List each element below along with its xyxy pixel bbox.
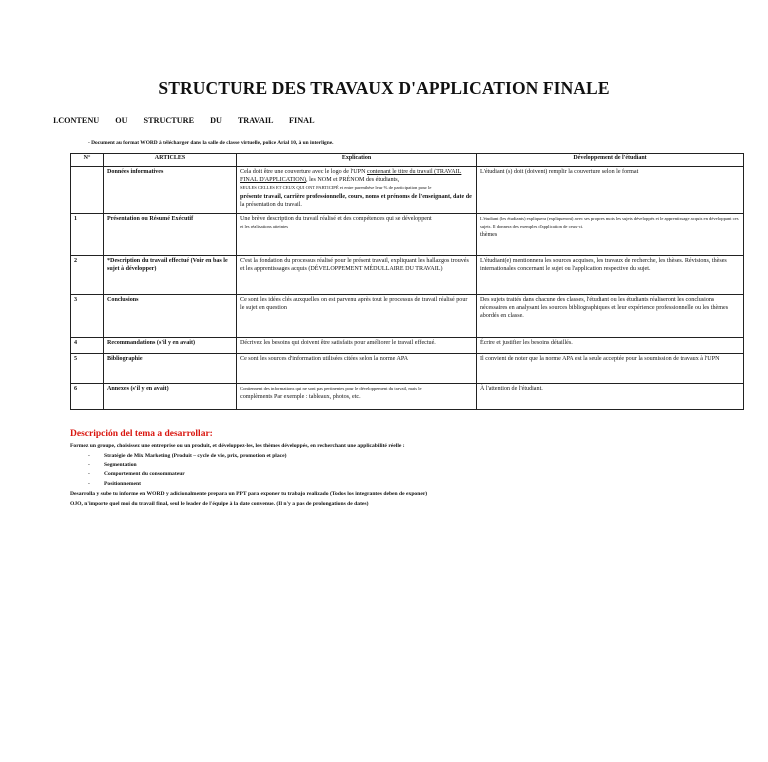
row-development: À l'attention de l'étudiant. bbox=[477, 384, 744, 410]
table-row bbox=[71, 295, 744, 338]
row-number: 1 bbox=[71, 214, 104, 256]
row-number: 4 bbox=[71, 338, 104, 354]
table-row bbox=[71, 256, 744, 295]
explanation-small: et les réalisations atteintes bbox=[240, 224, 289, 230]
header-explanation: Explication bbox=[237, 154, 477, 167]
row-article: *Description du travail effectué (Voir en bas le sujet à développer) bbox=[104, 256, 237, 295]
list-item-label: Comportement du consommateur bbox=[104, 471, 185, 478]
table-row bbox=[71, 167, 744, 214]
table-row bbox=[71, 384, 744, 410]
explanation-underlined: contenant le titre du travail (TRAVAIL FINAL D'APPLICATION) bbox=[240, 169, 462, 184]
row-explanation: Ce sont les idées clés auxquelles on est parvenu après tout le processus de travail réalisé pour le sujet en question bbox=[237, 295, 477, 338]
header-development: Développement de l'étudiant bbox=[477, 154, 744, 167]
list-item bbox=[88, 452, 287, 461]
row-development: Écrire et justifier les besoins détaillés. bbox=[477, 338, 744, 354]
row-explanation bbox=[237, 167, 477, 214]
explanation-small: SEULES CELLES ET CEUX QUI ONT PARTICIPÉ et entre parenthèse leur % de participation pour le bbox=[240, 185, 432, 191]
list-item bbox=[88, 470, 287, 479]
list-item-label: Segmentation bbox=[104, 462, 137, 469]
row-number: 2 bbox=[71, 256, 104, 295]
bullet-dash: - bbox=[88, 471, 90, 478]
header-articles: ARTICLES bbox=[104, 154, 237, 167]
row-explanation bbox=[237, 214, 477, 256]
explanation-text: Cela doit être une couverture avec le logo de l'UPN bbox=[240, 169, 367, 175]
row-explanation bbox=[237, 384, 477, 410]
row-explanation: Ce sont les sources d'information utilisées citées selon la norme APA bbox=[237, 354, 477, 384]
explanation-text: complèments Par exemple : tableaux, photos, etc. bbox=[240, 394, 361, 401]
row-explanation: C'est la fondation du processus réalisé pour le présent travail, expliquant les hallazgos trouvés et les apprentissages acquis (DÉVELOPPEMENT MÉDULLAIRE DU TRAVAIL) bbox=[237, 256, 477, 295]
row-explanation: Décrivez les besoins qui doivent être satisfaits pour améliorer le travail effectué. bbox=[237, 338, 477, 354]
description-line-1: Desarrolla y sube tu informe en WORD y adicionalmente prepara un PPT para exponer tu trabajo realizado (Todos los integrantes deben de exponer) bbox=[70, 491, 428, 497]
row-article: Présentation ou Résumé Exécutif bbox=[104, 214, 237, 256]
explanation-text: Une brève description du travail réalisé et des compétences qui se développent bbox=[240, 216, 432, 222]
explanation-text: la présentation du travail. bbox=[240, 201, 302, 208]
bullet-dash: - bbox=[88, 453, 90, 459]
row-development bbox=[477, 214, 744, 256]
row-development: Il convient de noter que la norme APA est la seule acceptée pour la soumission de travaux à l'UPN bbox=[477, 354, 744, 384]
row-article: Annexes (s'il y en avait) bbox=[104, 384, 237, 410]
development-small: L'étudiant (les étudiants) expliquera (expliqueront) avec ses propres mots les sujets développés et le apprentissage acquis en développant ces sujets. Il donnera des exemples d'application de ceux-ci. bbox=[480, 216, 739, 230]
description-intro: Formez un groupe, choisissez une entreprise ou un produit, et développez-les, les thèmes développés, en recherchant une applicabilité réelle : bbox=[70, 443, 405, 449]
development-text: thèmes bbox=[480, 232, 498, 239]
row-development: L'étudiant (s) doit (doivent) remplir la couverture selon le format bbox=[477, 167, 744, 214]
row-number bbox=[71, 167, 104, 214]
explanation-text: , les NOM et PRÉNOM des étudiants, bbox=[306, 177, 400, 184]
row-development: L'étudiant(e) mentionnera les sources acquises, les travaux de recherche, les thèses. Révisions, thèses internationales concernant le sujet ou l'application respective du sujet. bbox=[477, 256, 744, 295]
description-line-2: OJO, n'importe quel moi du travail final, seul le leader de l'équipe à la date convenue. (Il n'y a pas de prolongations de dates) bbox=[70, 501, 369, 507]
header-number: N° bbox=[71, 154, 104, 167]
table-row bbox=[71, 214, 744, 256]
explanation-bold: présente travail, carrière professionnelle, cours, noms et prénoms de l'enseignant, date de bbox=[240, 193, 472, 200]
description-heading: Descripción del tema a desarrollar: bbox=[70, 429, 213, 439]
topic-list bbox=[88, 452, 287, 489]
page-title: STRUCTURE DES TRAVAUX D'APPLICATION FINALE bbox=[158, 78, 610, 98]
table-row bbox=[71, 354, 744, 384]
row-development: Des sujets traités dans chacune des classes, l'étudiant ou les étudiants réaliseront les conclusions nécessaires en analysant les sources bibliographiques et leur expérience professionnelle ou les thèmes abordés en classe. bbox=[477, 295, 744, 338]
list-item-label: Stratégie de Mix Marketing (Produit – cycle de vie, prix, promotion et place) bbox=[104, 453, 287, 459]
row-article: Données informatives bbox=[104, 167, 237, 214]
bullet-dash: - bbox=[88, 462, 90, 469]
row-number: 6 bbox=[71, 384, 104, 410]
row-number: 5 bbox=[71, 354, 104, 384]
row-article: Bibliographie bbox=[104, 354, 237, 384]
section-heading: I.CONTENU OU STRUCTURE DU TRAVAIL FINAL bbox=[53, 116, 315, 125]
structure-table bbox=[70, 153, 744, 410]
list-item-label: Positionnement bbox=[104, 480, 141, 487]
table-header-row bbox=[71, 154, 744, 167]
row-number: 3 bbox=[71, 295, 104, 338]
row-article: Recommandations (s'il y en avait) bbox=[104, 338, 237, 354]
format-note: - Document au format WORD à télécharger dans la salle de classe virtuelle, police Arial 10, à un interligne. bbox=[88, 140, 334, 146]
bullet-dash: - bbox=[88, 480, 90, 487]
list-item bbox=[88, 480, 287, 489]
list-item bbox=[88, 461, 287, 470]
table-row bbox=[71, 338, 744, 354]
row-article: Conclusions bbox=[104, 295, 237, 338]
explanation-small: Contiennent des informations qui ne sont pas pertinentes pour le développement du travail, mais le bbox=[240, 386, 422, 391]
